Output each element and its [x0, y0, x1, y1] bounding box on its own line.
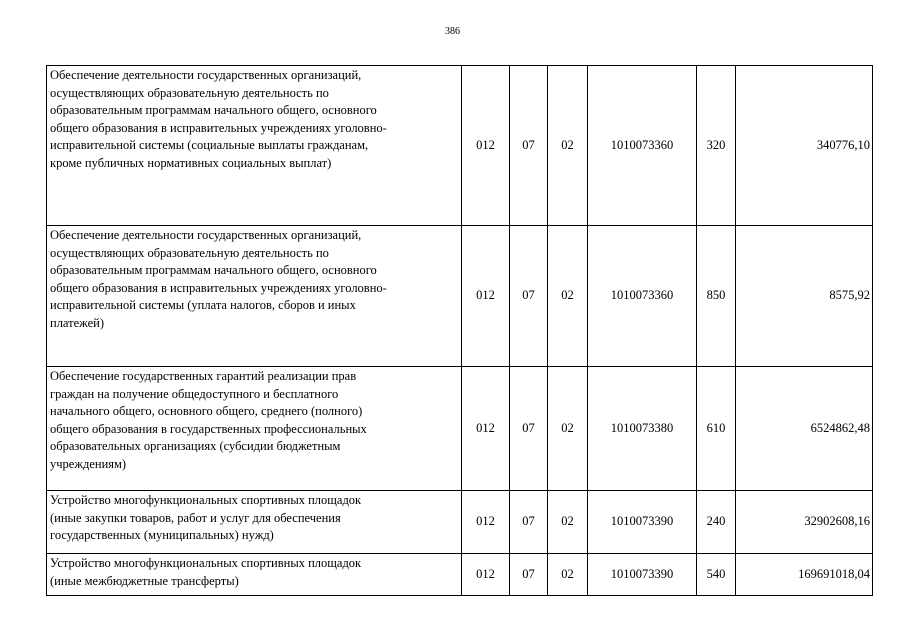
section-code: 07: [510, 491, 548, 554]
expense-type-code: 240: [697, 491, 736, 554]
amount-value: 6524862,48: [736, 367, 873, 491]
table-row: [47, 66, 873, 226]
expense-type-code: 850: [697, 226, 736, 367]
grbs-code: 012: [462, 226, 510, 367]
section-code: 07: [510, 554, 548, 596]
budget-table: [46, 65, 873, 596]
section-code: 07: [510, 367, 548, 491]
target-article-code: 1010073380: [588, 367, 697, 491]
target-article-code: 1010073390: [588, 491, 697, 554]
subsection-code: 02: [548, 66, 588, 226]
table-row: [47, 367, 873, 491]
section-code: 07: [510, 226, 548, 367]
grbs-code: 012: [462, 66, 510, 226]
target-article-code: 1010073360: [588, 66, 697, 226]
subsection-code: 02: [548, 491, 588, 554]
subsection-code: 02: [548, 367, 588, 491]
table-row: [47, 554, 873, 596]
expense-type-code: 540: [697, 554, 736, 596]
row-description: Устройство многофункциональных спортивных площадок (иные закупки товаров, работ и услуг для обеспечения государственных (муниципальных) нужд): [47, 491, 462, 554]
expense-type-code: 320: [697, 66, 736, 226]
section-code: 07: [510, 66, 548, 226]
grbs-code: 012: [462, 491, 510, 554]
row-description: Обеспечение государственных гарантий реализации прав граждан на получение общедоступного и бесплатного начального общего, основного общего, среднего (полного) общего образования в государственных профессиональных образовательных организациях (субсидии бюджетным учреждениям): [47, 367, 462, 491]
row-description: Устройство многофункциональных спортивных площадок (иные межбюджетные трансферты): [47, 554, 462, 596]
table-row: [47, 491, 873, 554]
row-description: Обеспечение деятельности государственных организаций, осуществляющих образовательную деятельность по образовательным программам начального общего, основного общего образования в исправительных учреждениях уголовно- исправительной системы (социальные выплаты гражданам, кроме публичных нормативных социальных выплат): [47, 66, 462, 226]
amount-value: 340776,10: [736, 66, 873, 226]
amount-value: 32902608,16: [736, 491, 873, 554]
table-row: [47, 226, 873, 367]
grbs-code: 012: [462, 554, 510, 596]
amount-value: 169691018,04: [736, 554, 873, 596]
target-article-code: 1010073360: [588, 226, 697, 367]
grbs-code: 012: [462, 367, 510, 491]
amount-value: 8575,92: [736, 226, 873, 367]
row-description: Обеспечение деятельности государственных организаций, осуществляющих образовательную деятельность по образовательным программам начального общего, основного общего образования в исправительных учреждениях уголовно- исправительной системы (уплата налогов, сборов и иных платежей): [47, 226, 462, 367]
page-number: 386: [445, 26, 460, 37]
target-article-code: 1010073390: [588, 554, 697, 596]
expense-type-code: 610: [697, 367, 736, 491]
subsection-code: 02: [548, 226, 588, 367]
subsection-code: 02: [548, 554, 588, 596]
